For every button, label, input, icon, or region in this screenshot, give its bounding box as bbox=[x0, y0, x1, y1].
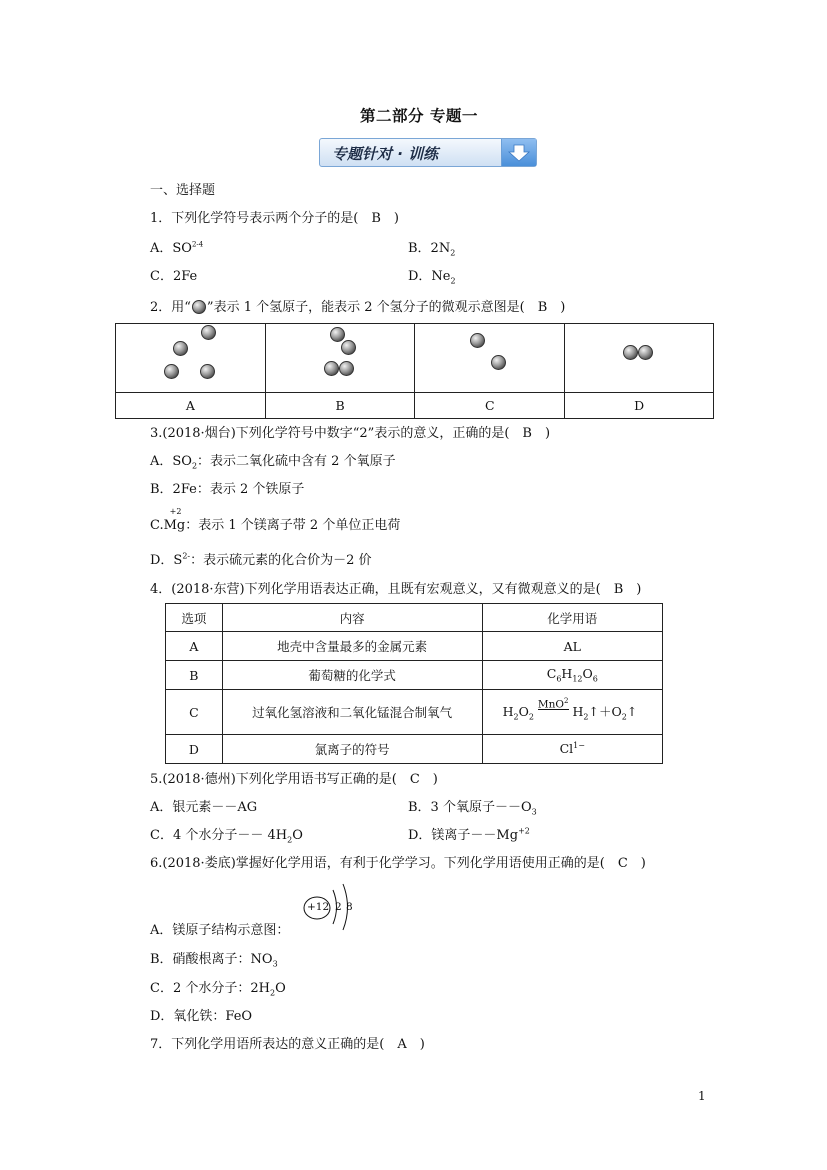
nucleus-charge: +12 bbox=[307, 901, 330, 913]
q1-option-d: D．$Ne_2$ bbox=[408, 269, 456, 286]
shell-electrons-2: 8 bbox=[346, 901, 353, 913]
q2-label-c: C bbox=[415, 393, 565, 419]
atom bbox=[324, 361, 339, 376]
section-heading: 一、选择题 bbox=[150, 183, 216, 198]
shell-electrons-1: 2 bbox=[335, 901, 342, 913]
q6-option-b: B．硝酸根离子：$NO_3$ bbox=[150, 952, 278, 969]
q2-cell-d bbox=[565, 324, 714, 393]
q3-option-c: C. +2 Mg：表示 1 个镁离子带 2 个单位正电荷 bbox=[150, 507, 401, 533]
q6-stem: 6.(2018·娄底)掌握好化学用语，有利于化学学习。下列化学用语使用正确的是( C ) bbox=[150, 856, 646, 871]
atom bbox=[341, 340, 356, 355]
atom bbox=[200, 364, 215, 379]
q4-row-content: 氯离子的符号 bbox=[222, 735, 482, 764]
q3-option-a: A．$SO_2$：表示二氧化硫中含有 2 个氧原子 bbox=[150, 454, 396, 471]
q4-row-term: $H_2O_2$ MnO$^2$ $H_2↑+O_2↑$ bbox=[482, 690, 662, 735]
q4-row-content: 地壳中含量最多的金属元素 bbox=[222, 632, 482, 661]
q3-stem: 3.(2018·烟台)下列化学符号中数字“2”表示的意义，正确的是( B ) bbox=[150, 426, 551, 441]
q4-header-option: 选项 bbox=[166, 604, 223, 632]
q2-cell-c bbox=[415, 324, 565, 393]
q5-option-c: C．4 个水分子－－ $4H_2O$ bbox=[150, 828, 303, 845]
q2-cell-a bbox=[116, 324, 266, 393]
q6-option-c: C．2 个水分子：$2H_2O$ bbox=[150, 981, 286, 998]
atom bbox=[491, 355, 506, 370]
atom bbox=[201, 325, 216, 340]
q1-option-c: C．2Fe bbox=[150, 269, 198, 284]
q1-option-b: B．$2N_2$ bbox=[408, 241, 456, 258]
q5-option-a: A．银元素－－AG bbox=[150, 800, 258, 815]
atom bbox=[638, 345, 653, 360]
q3-option-d: D．$S^{2-}$：表示硫元素的化合价为－2 价 bbox=[150, 551, 372, 568]
q4-stem: 4．(2018·东营)下列化学用语表达正确，且既有宏观意义，又有微观意义的是( B ) bbox=[150, 582, 642, 597]
down-arrow-icon bbox=[501, 139, 536, 166]
atom bbox=[470, 333, 485, 348]
q1-option-a: A．SO$^{2-4}$ bbox=[150, 240, 204, 256]
hydrogen-atom-icon bbox=[192, 300, 206, 314]
q4-row-opt: D bbox=[166, 735, 223, 764]
q2-stem: 2．用“ ”表示 1 个氢原子，能表示 2 个氢分子的微观示意图是( B ) bbox=[150, 300, 566, 315]
q2-label-b: B bbox=[265, 393, 415, 419]
q4-table bbox=[165, 603, 663, 764]
q2-diagram-table bbox=[115, 323, 714, 419]
q1-stem: 1．下列化学符号表示两个分子的是( B ) bbox=[150, 211, 399, 226]
q4-row-term: AL bbox=[482, 632, 662, 661]
atom bbox=[173, 341, 188, 356]
q2-cell-b bbox=[265, 324, 415, 393]
q5-stem: 5.(2018·德州)下列化学用语书写正确的是( C ) bbox=[150, 772, 438, 787]
q4-row-content: 葡萄糖的化学式 bbox=[222, 661, 482, 690]
atom bbox=[330, 327, 345, 342]
q4-row-opt: A bbox=[166, 632, 223, 661]
q7-stem: 7．下列化学用语所表达的意义正确的是( A ) bbox=[150, 1037, 425, 1052]
banner-label: 专题针对 · 训练 bbox=[332, 145, 439, 163]
q3-option-b: B．2Fe：表示 2 个铁原子 bbox=[150, 482, 305, 497]
q4-row-opt: C bbox=[166, 690, 223, 735]
q6-option-a: A．镁原子结构示意图： bbox=[150, 923, 290, 938]
q6-option-d: D．氧化铁：FeO bbox=[150, 1009, 253, 1024]
q2-label-d: D bbox=[565, 393, 714, 419]
atom bbox=[164, 364, 179, 379]
mg-atom-structure-diagram bbox=[300, 878, 362, 936]
page-title: 第二部分 专题一 bbox=[360, 106, 478, 125]
q4-row-opt: B bbox=[166, 661, 223, 690]
q5-option-b: B．3 个氧原子$--O_3$ bbox=[408, 800, 537, 817]
page-number: 1 bbox=[698, 1089, 706, 1103]
q4-row-term: $C_6H_{12}O_6$ bbox=[482, 661, 662, 690]
q4-header-term: 化学用语 bbox=[482, 604, 662, 632]
q5-option-d: D．镁离子$--Mg^{+2}$ bbox=[408, 826, 530, 843]
section-banner bbox=[319, 138, 537, 167]
q2-label-a: A bbox=[116, 393, 266, 419]
atom bbox=[623, 345, 638, 360]
q4-header-content: 内容 bbox=[222, 604, 482, 632]
q4-row-content: 过氧化氢溶液和二氧化锰混合制氧气 bbox=[222, 690, 482, 735]
atom bbox=[339, 361, 354, 376]
q4-row-term: $Cl^{1-}$ bbox=[482, 735, 662, 764]
